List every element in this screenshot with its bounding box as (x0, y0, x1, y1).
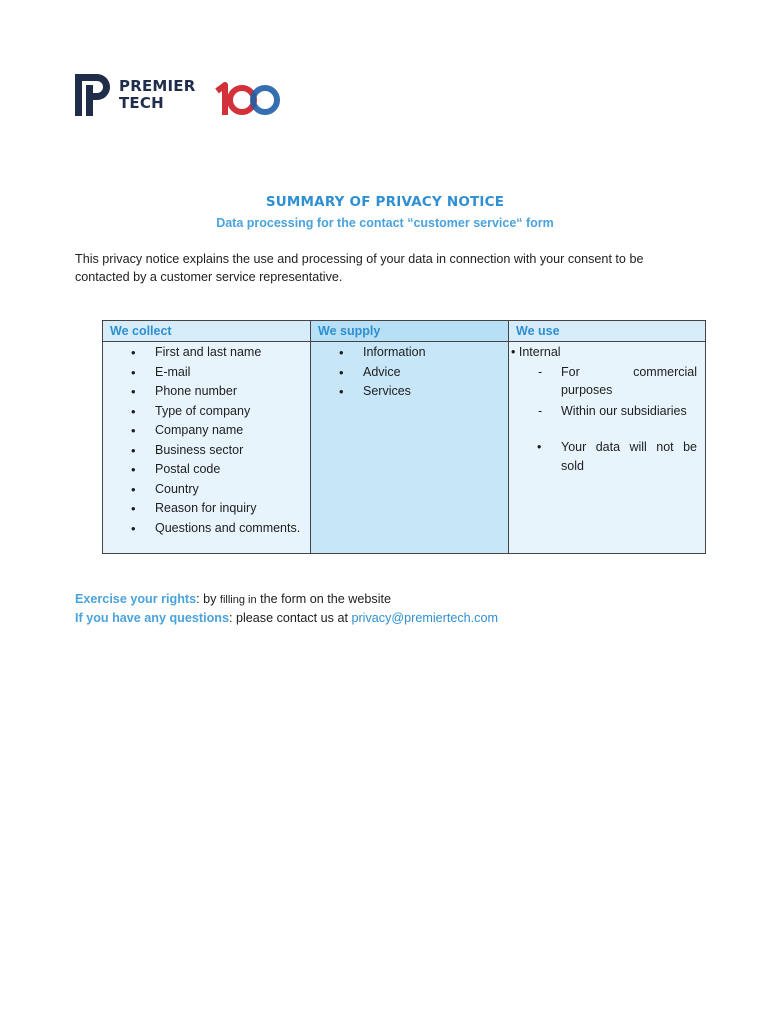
100-anniversary-logo (215, 82, 281, 118)
questions-line (75, 609, 498, 627)
list-item: • Information (311, 343, 508, 363)
brand-name (119, 78, 196, 112)
rights-text-small: filling in (219, 594, 257, 606)
list-item: • Questions and comments. (103, 519, 310, 539)
page-title: SUMMARY OF PRIVACY NOTICE (265, 194, 505, 210)
we-collect-list (103, 343, 310, 538)
we-supply-column (310, 321, 508, 553)
list-item: • Company name (103, 421, 310, 441)
dash-marker: - (538, 403, 543, 418)
premier-tech-p-icon (75, 74, 111, 116)
contact-email-link[interactable]: privacy@premiertech.com (351, 611, 498, 625)
list-item: • Type of company (103, 402, 310, 422)
brand-line-2: TECH (119, 94, 164, 112)
use-sub-item-line: For commercial (561, 364, 697, 379)
list-item: • First and last name (103, 343, 310, 363)
brand-line-1: PREMIER (119, 77, 196, 95)
bullet-marker: • (537, 440, 542, 454)
intro-paragraph: This privacy notice explains the use and processing of your data in connection with your consent to be contacted by a customer service representative. (75, 252, 644, 284)
list-item: • Business sector (103, 441, 310, 461)
list-item: • E-mail (103, 363, 310, 383)
we-use-column (508, 321, 705, 553)
privacy-summary-table (102, 320, 706, 554)
questions-label: If you have any questions (75, 611, 229, 625)
we-use-header: We use (509, 321, 705, 342)
list-item: • Postal code (103, 460, 310, 480)
rights-section (75, 590, 498, 627)
list-item: • Services (311, 382, 508, 402)
use-sub-item-line: Within our subsidiaries (561, 403, 687, 418)
use-not-sold-line: Your data will not be (561, 440, 697, 454)
we-supply-header: We supply (311, 321, 508, 342)
use-not-sold-line: sold (561, 458, 584, 473)
questions-text: : please contact us at (228, 611, 352, 625)
list-item: • Advice (311, 363, 508, 383)
exercise-rights-label: Exercise your rights (75, 592, 197, 606)
list-item: • Phone number (103, 382, 310, 402)
exercise-rights-line (75, 590, 498, 609)
we-use-list (509, 343, 705, 475)
use-sub-item-commercial (509, 363, 705, 400)
use-sub-item-line: purposes (561, 383, 613, 397)
use-sub-item-subsidiaries (509, 402, 705, 421)
we-collect-column (103, 321, 310, 553)
list-item: • Country (103, 480, 310, 500)
use-internal-item: • Internal (511, 345, 561, 359)
dash-marker: - (538, 364, 543, 379)
premier-tech-logo (75, 74, 196, 116)
we-collect-header: We collect (103, 321, 310, 342)
list-item: • Reason for inquiry (103, 499, 310, 519)
we-supply-list (311, 343, 508, 402)
use-not-sold-item (509, 438, 705, 475)
page-subtitle: Data processing for the contact “customer service“ form (216, 216, 554, 230)
rights-text: the form on the website (256, 592, 391, 606)
rights-text: : by (196, 592, 220, 606)
